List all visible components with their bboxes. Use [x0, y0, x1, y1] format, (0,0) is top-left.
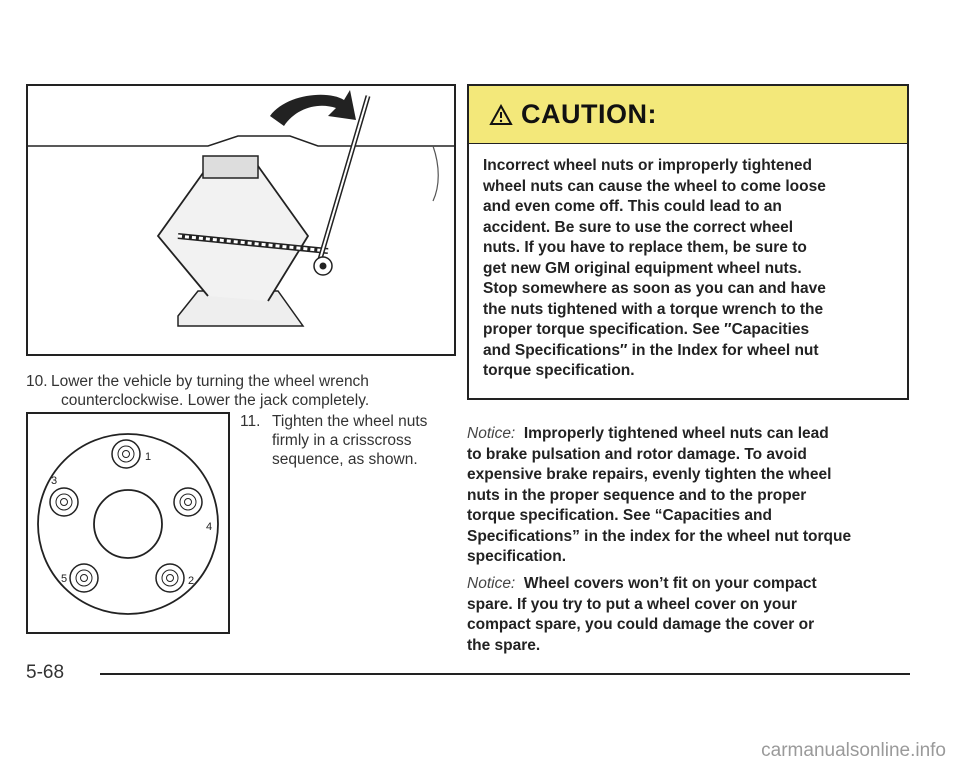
- caution-line: accident. Be sure to use the correct wheel: [483, 218, 794, 236]
- notice-2-line: compact spare, you could damage the cover or: [467, 616, 815, 633]
- scissor-jack-drawing: [28, 86, 454, 354]
- jack-illustration: [26, 84, 456, 356]
- lug-label-5: 5: [61, 573, 68, 585]
- caution-box: [467, 84, 909, 400]
- caution-line: Stop somewhere as soon as you can and have: [483, 280, 826, 297]
- lug-nut-1: [112, 440, 140, 468]
- lug-nut-diagram: [26, 412, 230, 634]
- step-11-number: 11.: [240, 413, 261, 430]
- caution-line: proper torque specification. See ″Capacities: [483, 321, 810, 338]
- notice-2-line: the spare.: [467, 636, 541, 654]
- step-11-text-line3: sequence, as shown.: [272, 451, 418, 468]
- lug-nut-2: [156, 564, 184, 592]
- notice-2-first-line: [467, 574, 937, 595]
- lug-label-1: 1: [145, 451, 152, 463]
- caution-line: Incorrect wheel nuts or improperly tightened: [483, 157, 812, 174]
- caution-line: the nuts tightened with a torque wrench to the: [483, 300, 824, 318]
- notice-1-line: to brake pulsation and rotor damage. To avoid: [467, 445, 807, 463]
- caution-line: nuts. If you have to replace them, be sure to: [483, 239, 807, 256]
- lug-nut-5: [70, 564, 98, 592]
- notice-1-line: expensive brake repairs, evenly tighten the wheel: [467, 466, 832, 483]
- caution-title: CAUTION:: [521, 99, 657, 129]
- lug-label-2: 2: [188, 575, 195, 587]
- notice-1-line: Specifications” in the index for the wheel nut torque: [467, 527, 852, 545]
- step-10-text-line1: Lower the vehicle by turning the wheel wrench: [51, 373, 369, 390]
- step-10-text-line2: counterclockwise. Lower the jack completely.: [61, 392, 370, 409]
- caution-line: torque specification.: [483, 362, 635, 379]
- step-10: [26, 372, 466, 410]
- notice-1-first-line: [467, 424, 937, 445]
- lug-label-3: 3: [51, 475, 58, 487]
- lug-sequence-drawing: [28, 414, 228, 632]
- notice-2-line: spare. If you try to put a wheel cover on your: [467, 595, 797, 613]
- caution-line: and even come off. This could lead to an: [483, 198, 782, 215]
- lug-nut-3: [50, 488, 78, 516]
- notice-1-label: Notice:: [467, 425, 516, 442]
- step-11-text-line1: Tighten the wheel nuts: [272, 413, 428, 430]
- notice-1-line: torque specification. See “Capacities and: [467, 507, 772, 524]
- notice-1-line: nuts in the proper sequence and to the proper: [467, 486, 807, 504]
- caution-line: and Specifications″ in the Index for wheel nut: [483, 341, 819, 359]
- notice-1-line: specification.: [467, 548, 567, 565]
- step-10-number: 10.: [26, 373, 48, 390]
- caution-text: [469, 144, 907, 382]
- caution-line: wheel nuts can cause the wheel to come loose: [483, 177, 826, 195]
- caution-line: get new GM original equipment wheel nuts.: [483, 259, 802, 277]
- warning-triangle-icon: [489, 104, 513, 126]
- page-number: 5-68: [26, 662, 65, 683]
- notice-2-first-text: Wheel covers won’t fit on your compact: [523, 575, 817, 592]
- watermark: carmanualsonline.info: [761, 740, 946, 761]
- footer-rule: [100, 673, 910, 675]
- lug-nut-4: [174, 488, 202, 516]
- notice-brake-pulsation: [467, 424, 937, 568]
- step-11: [240, 412, 460, 469]
- notice-wheel-covers: [467, 574, 937, 656]
- notice-2-label: Notice:: [467, 575, 516, 592]
- lug-label-4: 4: [206, 521, 213, 533]
- rotation-arrow-icon: [270, 90, 356, 126]
- caution-header: [469, 86, 907, 144]
- step-11-text-line2: firmly in a crisscross: [272, 432, 412, 449]
- notice-1-first-text: Improperly tightened wheel nuts can lead: [523, 425, 829, 442]
